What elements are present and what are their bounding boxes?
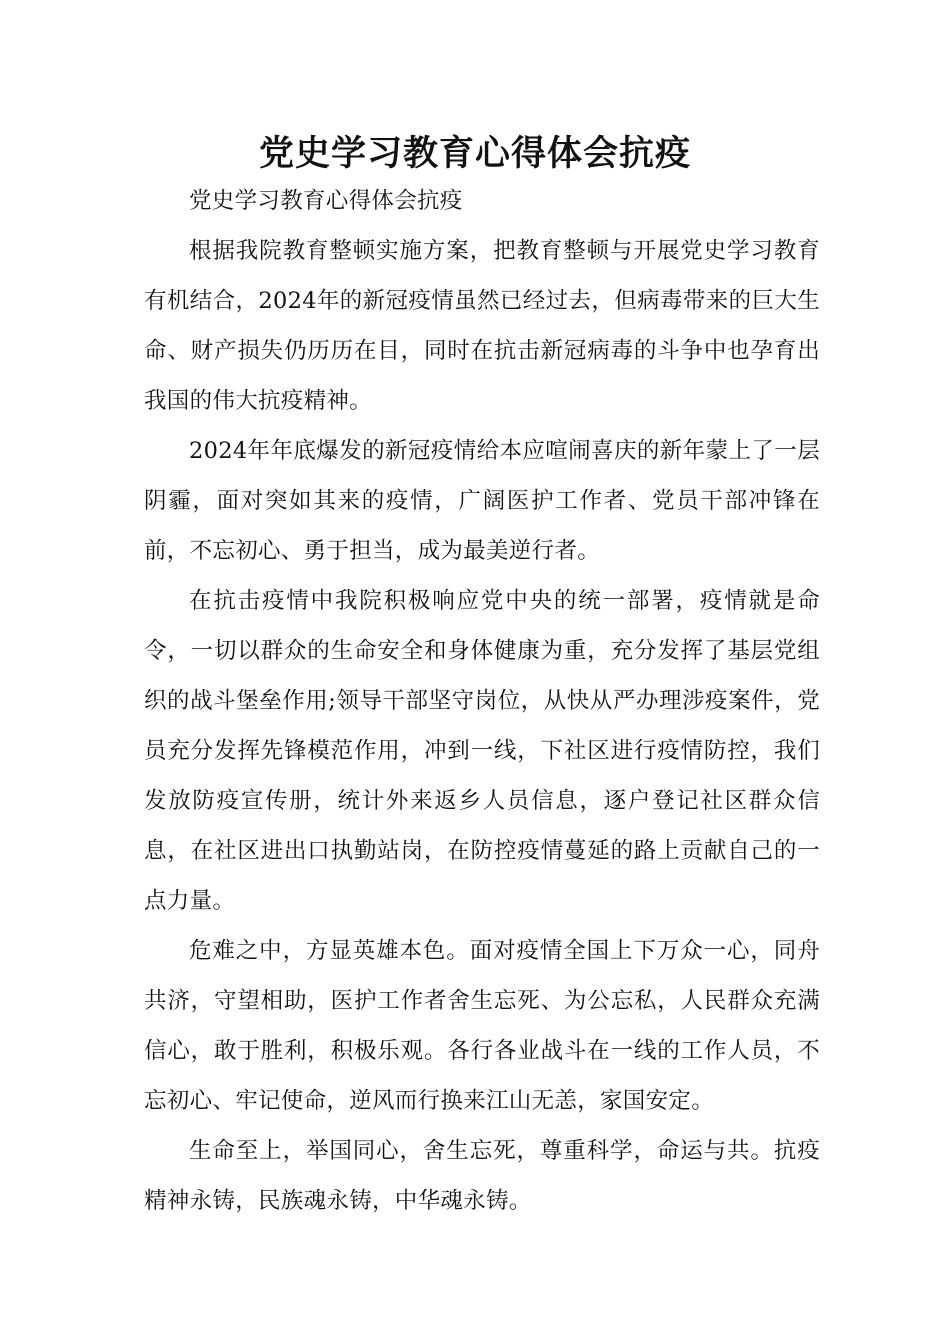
paragraph-intro: 根据我院教育整顿实施方案，把教育整顿与开展党史学习教育有机结合，2024年的新冠疫情虽然已经过去，但病毒带来的巨大生命、财产损失仍历历在目，同时在抗击新冠病毒的斗争中也孕育出我国的伟大抗疫精神。: [144, 238, 820, 414]
paragraph-outbreak: 2024年年底爆发的新冠疫情给本应喧闹喜庆的新年蒙上了一层阴霾，面对突如其来的疫情，广阔医护工作者、党员干部冲锋在前，不忘初心、勇于担当，成为最美逆行者。: [144, 438, 820, 564]
document-title: 党史学习教育心得体会抗疫: [258, 134, 691, 174]
paragraph-subtitle: 党史学习教育心得体会抗疫: [189, 188, 463, 214]
paragraph-conclusion: 生命至上，举国同心，舍生忘死，尊重科学，命运与共。抗疫精神永铸，民族魂永铸，中华魂永铸。: [144, 1138, 820, 1214]
paragraph-unity: 危难之中，方显英雄本色。面对疫情全国上下万众一心，同舟共济，守望相助，医护工作者舍生忘死、为公忘私，人民群众充满信心，敢于胜利，积极乐观。各行各业战斗在一线的工作人员，不忘初心、牢记使命，逆风而行换来江山无恙，家国安定。: [144, 938, 820, 1114]
document-body: [144, 176, 820, 1226]
paragraph-response: 在抗击疫情中我院积极响应党中央的统一部署，疫情就是命令，一切以群众的生命安全和身体健康为重，充分发挥了基层党组织的战斗堡垒作用;领导干部坚守岗位，从快从严办理涉疫案件，党员充分发挥先锋模范作用，冲到一线，下社区进行疫情防控，我们发放防疫宣传册，统计外来返乡人员信息，逐户登记社区群众信息，在社区进出口执勤站岗，在防控疫情蔓延的路上贡献自己的一点力量。: [144, 588, 820, 914]
